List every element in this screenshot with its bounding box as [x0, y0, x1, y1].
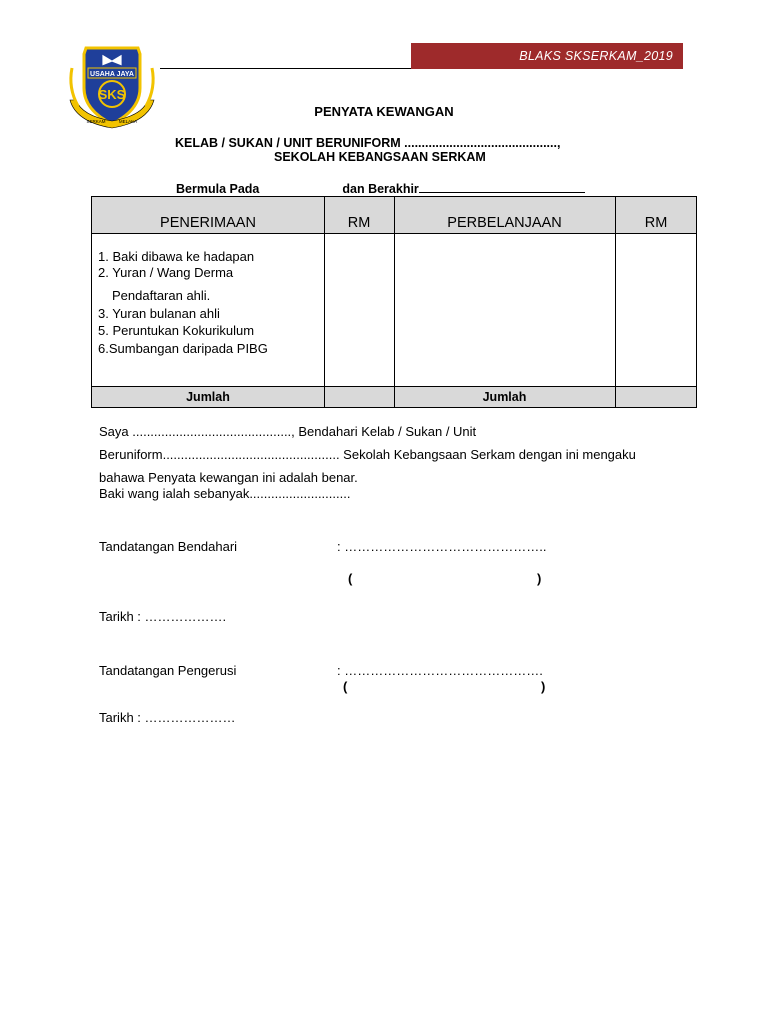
date-field-2: Tarikh : …………………	[99, 710, 236, 725]
svg-text:MELAKA: MELAKA	[118, 119, 138, 124]
document-title: PENYATA KEWANGAN	[314, 104, 454, 119]
list-item: 3. Yuran bulanan ahli	[98, 305, 220, 321]
list-item: Pendaftaran ahli.	[112, 288, 211, 303]
header-rm-2: RM	[644, 215, 668, 231]
list-item: 2. Yuran / Wang Derma	[98, 264, 234, 280]
svg-text:USAHA JAYA: USAHA JAYA	[90, 71, 134, 78]
period-end-label: dan Berakhir	[342, 182, 419, 196]
header-rm-1: RM	[347, 215, 371, 231]
receipt-items-list	[98, 249, 268, 356]
declaration-line-4: Baki wang ialah sebanyak............................	[99, 486, 351, 501]
declaration-line-1: Saya ............................................, Bendahari Kelab / Sukan / Unit	[99, 424, 477, 439]
treasurer-signature-field: : ………………………………………..	[337, 539, 547, 554]
document-code-badge: BLAKS SKSERKAM_2019	[411, 43, 683, 69]
header-rule	[160, 68, 412, 69]
club-line: KELAB / SUKAN / UNIT BERUNIFORM ............................................,	[175, 136, 561, 150]
chairman-name-close-paren: )	[541, 679, 546, 694]
statement-table	[91, 196, 697, 408]
footer-total-expenses: Jumlah	[482, 390, 527, 404]
school-name: SEKOLAH KEBANGSAAN SERKAM	[274, 150, 486, 164]
period-line	[176, 181, 585, 196]
treasurer-name-close-paren: )	[537, 571, 542, 586]
header-perbelanjaan: PERBELANJAAN	[447, 215, 562, 231]
declaration-line-2: Beruniform................................................. Sekolah Kebangsaan Serkam dengan ini mengaku	[99, 447, 636, 462]
treasurer-name-open-paren: (	[348, 571, 353, 586]
chairman-name-open-paren: (	[343, 679, 348, 694]
svg-text:SKS: SKS	[98, 87, 126, 102]
period-end-blank	[419, 181, 585, 193]
period-start-label: Bermula Pada	[176, 182, 260, 196]
svg-text:SERKAM: SERKAM	[86, 119, 106, 124]
list-item: 6.Sumbangan daripada PIBG	[98, 340, 268, 356]
chairman-signature-field: : ……………………………………….	[337, 663, 543, 678]
chairman-signature-label: Tandatangan Pengerusi	[99, 663, 237, 678]
treasurer-signature-label: Tandatangan Bendahari	[99, 539, 238, 554]
list-item: 5. Peruntukan Kokurikulum	[98, 323, 255, 338]
header-penerimaan: PENERIMAAN	[160, 215, 256, 231]
footer-total-receipts: Jumlah	[186, 390, 230, 404]
list-item: 1. Baki dibawa ke hadapan	[98, 249, 255, 264]
date-field-1: Tarikh : ……………….	[99, 609, 227, 624]
declaration-line-3: bahawa Penyata kewangan ini adalah benar.	[99, 470, 358, 485]
